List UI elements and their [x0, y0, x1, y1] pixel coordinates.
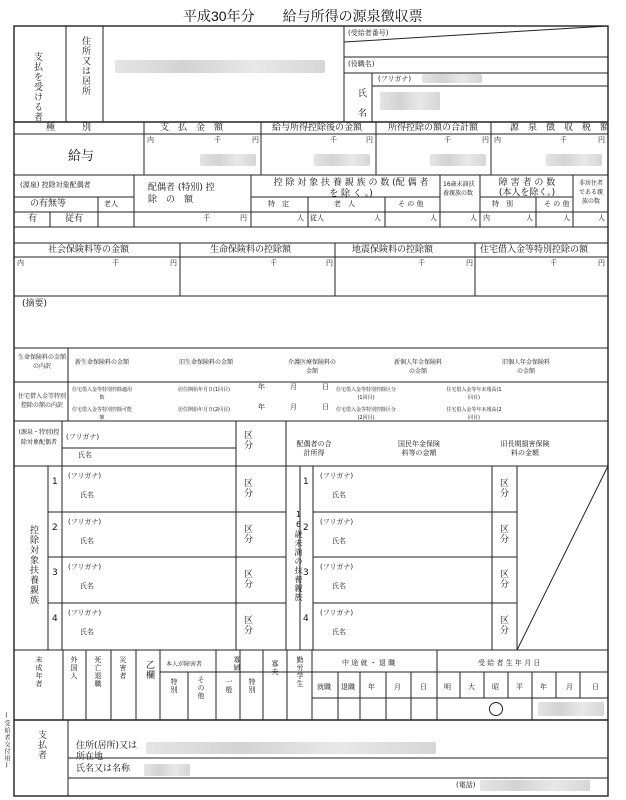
birth-label: 受 給 者 生 年 月 日 [478, 659, 541, 667]
redacted-after-deduction [314, 154, 370, 166]
juu-label: 従有 [65, 214, 84, 224]
dep-row-number: 3 [52, 568, 58, 578]
dep-kubun: 区分 [498, 569, 508, 589]
payee-side-label: 支払を受ける者 [32, 52, 42, 122]
persons-mark: 人 [563, 214, 570, 222]
redacted-address [115, 60, 325, 73]
payer-address-label: 住所(居所)又は所在地 [76, 741, 138, 762]
housing-row-label: 住宅借入金等特別控除の額の内訳 [18, 393, 67, 409]
ymd-year: 年 [258, 403, 265, 411]
dep-name: 氏名 [332, 582, 346, 590]
mid-day: 日 [420, 683, 427, 691]
sen-mark: 千 [560, 136, 567, 144]
meiji-label: 明 [444, 683, 451, 691]
job-title-label: (役職名) [348, 60, 375, 68]
life-ins-item-4: 旧個人年金保険料の金額 [501, 359, 550, 375]
ymd-month: 月 [290, 403, 297, 411]
ippan-label: 一般 [225, 678, 233, 694]
form-title: 平成30年分 給与所得の源泉徴収票 [183, 8, 423, 24]
foreign-label: 外国人 [70, 656, 78, 680]
dep-row-number: 1 [303, 477, 309, 487]
payer-name-label: 氏名又は名称 [76, 764, 131, 774]
showa-label: 昭 [492, 683, 499, 691]
redacted-deduction-total [430, 154, 486, 166]
left-dependents-label: 控除対象扶養親族 [28, 525, 38, 605]
persons-mark: 人 [430, 214, 437, 222]
col-deduction-total: 所得控除の額の合計額 [388, 123, 479, 133]
uchi-mark: 内 [483, 214, 490, 222]
housing-item-4: 住宅借入金等特別控除可能額 [72, 407, 133, 421]
life-ins-item-2: 介護医療保険料の金額 [287, 359, 336, 375]
housing-item-3: 住宅借入金等年末残高(1回目) [446, 387, 502, 401]
dep-kubun: 区分 [242, 524, 252, 544]
en-mark: 円 [598, 259, 605, 267]
dep-name: 氏名 [332, 628, 346, 636]
life-ins-item-1: 旧生命保険料の金額 [178, 359, 233, 366]
en-mark: 円 [170, 259, 177, 267]
specific-label: 特 定 [268, 200, 289, 208]
en-mark: 円 [482, 136, 489, 144]
dep-name: 氏名 [80, 491, 94, 499]
mid-year-label: 中 途 就 ・ 退 職 [342, 659, 396, 667]
old-ltc-label: 旧長期損害保険料の金額 [500, 440, 550, 457]
special-label: 特 別 [492, 200, 513, 208]
widower-label: 寡夫 [271, 660, 279, 676]
working-student-label: 勤労学生 [296, 656, 304, 688]
remarks-label: (摘要) [22, 299, 48, 309]
elderly-label: 老人 [104, 200, 118, 208]
dep-kubun: 区分 [498, 524, 508, 544]
en-mark: 円 [466, 259, 473, 267]
tokubetsu-label: 特別 [170, 678, 178, 694]
heisei-label: 平 [516, 683, 523, 691]
minor-label: 未成年者 [35, 656, 43, 688]
en-mark: 円 [252, 136, 259, 144]
ymd-month: 月 [290, 383, 297, 391]
payer-label: 支払者 [36, 730, 46, 760]
right-dependents-label: 16歳未満の扶養親族 [294, 510, 303, 602]
ymd-day: 日 [322, 383, 329, 391]
dep-furigana: (フリガナ) [320, 518, 354, 526]
birth-year: 年 [540, 683, 547, 691]
nonresident-label: 非居住者である親族の数 [578, 180, 603, 205]
persons-mark: 人 [526, 214, 533, 222]
spouse-section-label: (源泉・特別)控除対象配偶者 [18, 429, 60, 446]
dep-name: 氏名 [80, 537, 94, 545]
dep-furigana: (フリガナ) [320, 472, 354, 480]
yes-no-label: の有無等 [30, 199, 67, 209]
ymd-day: 日 [322, 403, 329, 411]
uchi-mark: 内 [494, 136, 501, 144]
en-mark: 円 [366, 136, 373, 144]
earthquake-insurance-label: 地震保険料の控除額 [352, 245, 434, 255]
dep-kubun: 区分 [498, 615, 508, 635]
sen-mark: 千 [418, 259, 425, 267]
under16-label: 16歳未満扶養親族の数 [443, 181, 475, 197]
spouse-special-label: 配偶者 (特別) 控 除 の 額 [148, 183, 224, 205]
other-disabled-label: そ の 他 [544, 200, 570, 208]
redacted-phone [480, 780, 590, 791]
phone-label: (電話) [456, 781, 476, 789]
social-insurance-label: 社会保険料等の金額 [48, 245, 130, 255]
disabled-label: 障 害 者 の 数 (本人を除く。) [498, 178, 556, 198]
birth-day: 日 [592, 683, 599, 691]
dep-furigana: (フリガナ) [68, 472, 102, 480]
showa-circle-mark [489, 702, 503, 716]
widow-label: 寡婦 [233, 656, 241, 672]
col-type: 種 別 [46, 123, 92, 133]
juu-nin-mark: 従人 [310, 214, 324, 222]
en-mark: 千 [203, 214, 210, 222]
dep-kubun: 区分 [498, 478, 508, 498]
redacted-name [380, 92, 440, 110]
life-ins-item-3: 新個人年金保険料の金額 [393, 359, 442, 375]
dep-row-number: 2 [52, 523, 58, 533]
redacted-payment [200, 154, 256, 166]
housing-item-1: 居住開始年月日(1回目) [177, 387, 231, 393]
dep-furigana: (フリガナ) [68, 518, 102, 526]
dep-kubun: 区分 [242, 478, 252, 498]
sen-mark: 千 [214, 136, 221, 144]
mid-month: 月 [394, 683, 401, 691]
persons-mark: 人 [470, 214, 477, 222]
sen-mark: 千 [550, 259, 557, 267]
housing-item-6: 住宅借入金等特別控除区分(2回目) [336, 407, 397, 421]
copy-type-label: (受給者交付用) [3, 712, 10, 770]
en-mark: 円 [598, 136, 605, 144]
dep-row-number: 2 [303, 523, 309, 533]
dep-name: 氏名 [332, 537, 346, 545]
spouse-kubun-label: 区分 [242, 430, 252, 450]
redacted-furigana [422, 74, 482, 83]
birth-month: 月 [566, 683, 573, 691]
housing-loan-label: 住宅借入金等特別控除の額 [480, 245, 589, 255]
furigana-label: (フリガナ) [378, 75, 412, 83]
mid-year: 年 [368, 683, 375, 691]
dep-row-number: 3 [303, 568, 309, 578]
uchi-mark: 内 [17, 259, 24, 267]
persons-mark: 人 [297, 214, 304, 222]
dep-name: 氏名 [80, 628, 94, 636]
income-type: 給与 [68, 149, 95, 164]
housing-item-2: 住宅借入金等特別控除区分(1回目) [336, 387, 397, 401]
sen-mark: 千 [270, 259, 277, 267]
col-payment: 支 払 金 額 [160, 123, 224, 133]
redacted-payer-name [144, 764, 190, 776]
dep-kubun: 区分 [242, 569, 252, 589]
dep-furigana: (フリガナ) [68, 563, 102, 571]
dep-furigana: (フリガナ) [320, 563, 354, 571]
en-mark: 円 [326, 259, 333, 267]
recipient-number-label: (受給者番号) [348, 29, 389, 37]
dep-furigana: (フリガナ) [320, 609, 354, 617]
name-label: 氏 名 [356, 88, 366, 118]
disabled-self-label: 本人が障害者 [166, 661, 203, 668]
tokubetsu2-label: 特別 [248, 678, 256, 694]
housing-item-5: 居住開始年月日(2回目) [177, 407, 231, 413]
has-label: 有 [28, 214, 38, 224]
otsu-label: 乙欄 [144, 660, 154, 680]
dep-name: 氏名 [332, 491, 346, 499]
housing-item-0: 住宅借入金等特別控除適用数 [72, 387, 133, 401]
sonota-label: その他 [197, 676, 205, 700]
death-label: 死亡退職 [94, 656, 102, 688]
dep-row-number: 4 [52, 614, 58, 624]
elderly-col-label: 老 人 [334, 200, 355, 208]
address-label: 住所又は居所 [80, 36, 90, 96]
pension-label: 国民年金保険料等の金額 [398, 440, 440, 457]
uchi-mark: 内 [147, 136, 154, 144]
persons-mark: 人 [598, 214, 605, 222]
dep-row-number: 1 [52, 477, 58, 487]
dep-row-number: 4 [303, 614, 309, 624]
spouse-deduction-label: (源泉) 控除対象配偶者 [20, 181, 91, 189]
disaster-label: 災害者 [119, 656, 127, 680]
sen-mark: 千 [112, 259, 119, 267]
spouse-furigana-label: (フリガナ) [66, 433, 100, 441]
life-ins-item-0: 新生命保険料の金額 [74, 359, 129, 366]
ymd-year: 年 [258, 383, 265, 391]
en-mark: 円 [240, 214, 247, 222]
life-insurance-label: 生命保険料の控除額 [210, 245, 292, 255]
taisho-label: 大 [468, 683, 475, 691]
spouse-total-income: 配偶者の合計所得 [296, 440, 332, 457]
other-label: そ の 他 [398, 200, 424, 208]
redacted-tax [546, 154, 602, 166]
redacted-payer-address [146, 742, 436, 754]
col-after-deduction: 給与所得控除後の金額 [272, 123, 363, 133]
dependents-count-label: 控 除 対 象 扶 養 親 族 の 数 (配 偶 者 を 除 く 。) [273, 178, 429, 199]
dep-furigana: (フリガナ) [68, 609, 102, 617]
dep-name: 氏名 [80, 582, 94, 590]
col-withholding-tax: 源 泉 徴 収 税 額 [510, 123, 610, 133]
dep-kubun: 区分 [242, 615, 252, 635]
redacted-birth-date [538, 702, 604, 716]
life-ins-row-label: 生命保険料の金額の内訳 [18, 354, 67, 370]
sen-mark: 千 [330, 136, 337, 144]
sen-mark: 千 [444, 136, 451, 144]
spouse-name-label: 氏名 [78, 451, 92, 459]
housing-item-7: 住宅借入金等年末残高(2回目) [446, 407, 502, 421]
taishoku-label: 退職 [341, 683, 355, 691]
shushoku-label: 就職 [317, 683, 331, 691]
persons-mark: 人 [374, 214, 381, 222]
